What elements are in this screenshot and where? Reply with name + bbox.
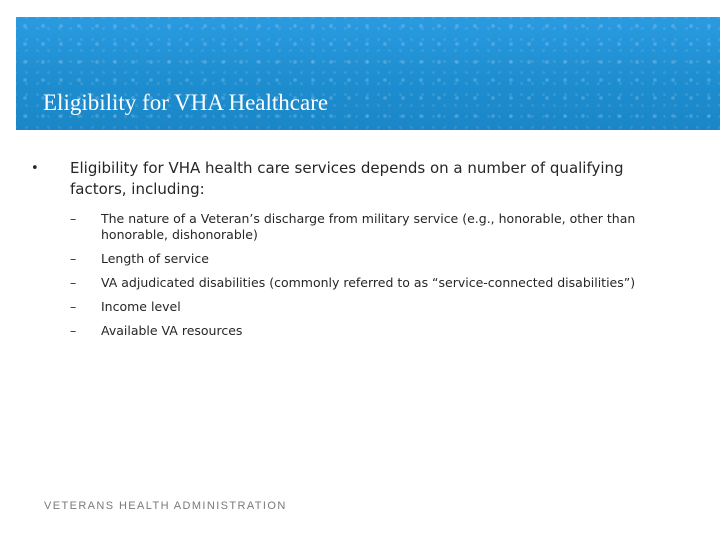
sub-bullet-text: Income level bbox=[101, 299, 181, 314]
sub-bullet-item bbox=[70, 211, 710, 243]
footer-label: VETERANS HEALTH ADMINISTRATION bbox=[44, 500, 287, 512]
main-bullet-text: Eligibility for VHA health care services depends on a number of qualifying factors, including: bbox=[70, 159, 624, 198]
dash-icon: – bbox=[70, 323, 77, 338]
sub-bullet-text: VA adjudicated disabilities (commonly referred to as “service-connected disabilities”) bbox=[101, 275, 636, 290]
dash-icon: – bbox=[70, 251, 77, 266]
dash-icon: – bbox=[70, 211, 77, 226]
sub-bullet-text: Length of service bbox=[101, 251, 209, 266]
slide-content bbox=[30, 158, 710, 347]
sub-bullet-item bbox=[70, 323, 710, 339]
sub-bullet-item bbox=[70, 275, 710, 291]
sub-bullet-item bbox=[70, 299, 710, 315]
slide-title: Eligibility for VHA Healthcare bbox=[43, 90, 329, 115]
dash-icon: – bbox=[70, 299, 77, 314]
bullet-icon: • bbox=[31, 161, 39, 176]
sub-bullet-list bbox=[70, 211, 710, 339]
sub-bullet-item bbox=[70, 251, 710, 267]
sub-bullet-text: The nature of a Veteran’s discharge from military service (e.g., honorable, other than honorable, dishonorable) bbox=[101, 211, 636, 242]
sub-bullet-text: Available VA resources bbox=[101, 323, 243, 338]
dash-icon: – bbox=[70, 275, 77, 290]
main-bullet bbox=[30, 158, 710, 200]
